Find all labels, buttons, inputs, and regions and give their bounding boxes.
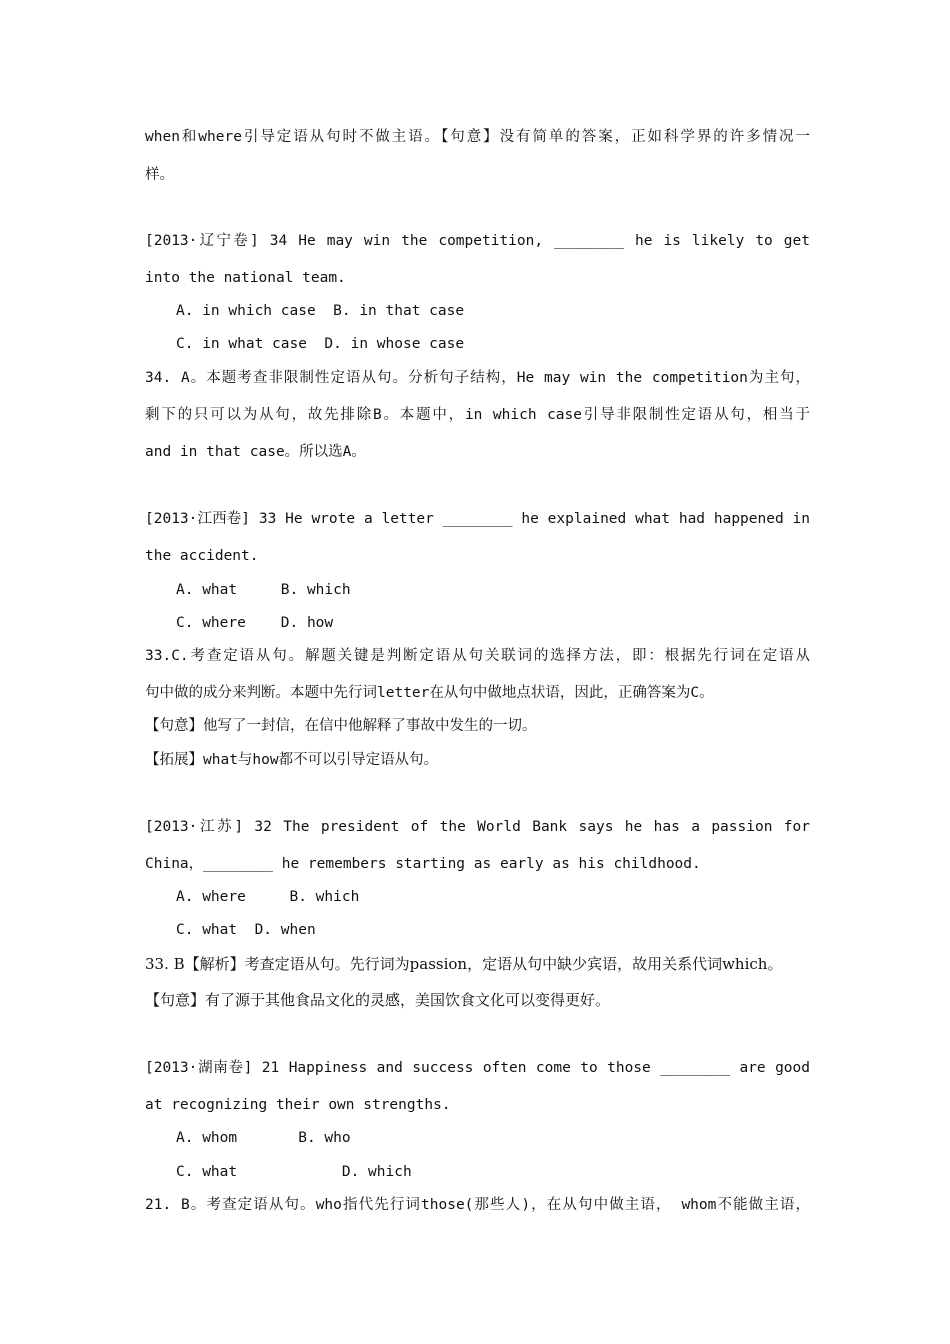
q33-options-line-2: C. where D. how: [176, 615, 334, 631]
q21-stem-line-1: [2013·湖南卷] 21 Happiness and success often come to those ________ are good: [145, 1060, 810, 1076]
q21-stem-line-2: at recognizing their own strengths.: [145, 1097, 451, 1113]
q34-options-line-2: C. in what case D. in whose case: [176, 336, 465, 352]
q34-answer-line-1: 34. A。本题考查非限制性定语从句。分析句子结构，He may win the competition为主句，: [145, 370, 810, 386]
q34-answer-line-2: 剩下的只可以为从句，故先排除B。本题中，in which case引导非限制性定语从句，相当于: [145, 407, 810, 423]
q33-answer-line-2: 句中做的成分来判断。本题中先行词letter在从句中做地点状语，因此，正确答案为C。: [145, 685, 714, 701]
q32-stem-line-2: China，________ he remembers starting as early as his childhood.: [145, 856, 701, 872]
q33-answer-line-1: 33.C.考查定语从句。解题关键是判断定语从句关联词的选择方法，即：根据先行词在定语从: [145, 648, 810, 664]
q34-answer-line-3: and in that case。所以选A。: [145, 444, 366, 460]
q32-stem-line-1: [2013·江苏] 32 The president of the World Bank says he has a passion for: [145, 819, 810, 835]
q33-stem-line-1: [2013·江西卷] 33 He wrote a letter ________ he explained what had happened in: [145, 511, 810, 527]
q32-answer-line-1: 33. B【解析】考查定语从句。先行词为passion，定语从句中缺少宾语，故用关系代词which。: [145, 955, 783, 973]
q34-stem-line-2: into the national team.: [145, 270, 346, 286]
q34-options-line-1: A. in which case B. in that case: [176, 303, 465, 319]
q21-options-line-1: A. whom B. who: [176, 1130, 351, 1146]
q33-extension-line: 【拓展】what与how都不可以引导定语从句。: [145, 752, 439, 768]
q21-options-line-2: C. what D. which: [176, 1164, 412, 1180]
intro-line-2: 样。: [145, 167, 174, 183]
q33-meaning-line: 【句意】他写了一封信，在信中他解释了事故中发生的一切。: [145, 718, 537, 734]
q32-options-line-1: A. where B. which: [176, 889, 360, 905]
intro-line-1: when和where引导定语从句时不做主语。【句意】没有简单的答案，正如科学界的许多情况一: [145, 129, 810, 145]
q21-answer-line-1: 21. B。考查定语从句。who指代先行词those(那些人)，在从句中做主语， whom不能做主语，: [145, 1197, 810, 1213]
q32-options-line-2: C. what D. when: [176, 922, 316, 938]
q32-meaning-line: 【句意】有了源于其他食品文化的灵感，美国饮食文化可以变得更好。: [145, 991, 611, 1009]
q34-stem-line-1: [2013·辽宁卷] 34 He may win the competition, ________ he is likely to get: [145, 233, 810, 249]
q33-options-line-1: A. what B. which: [176, 582, 351, 598]
q33-stem-line-2: the accident.: [145, 548, 259, 564]
